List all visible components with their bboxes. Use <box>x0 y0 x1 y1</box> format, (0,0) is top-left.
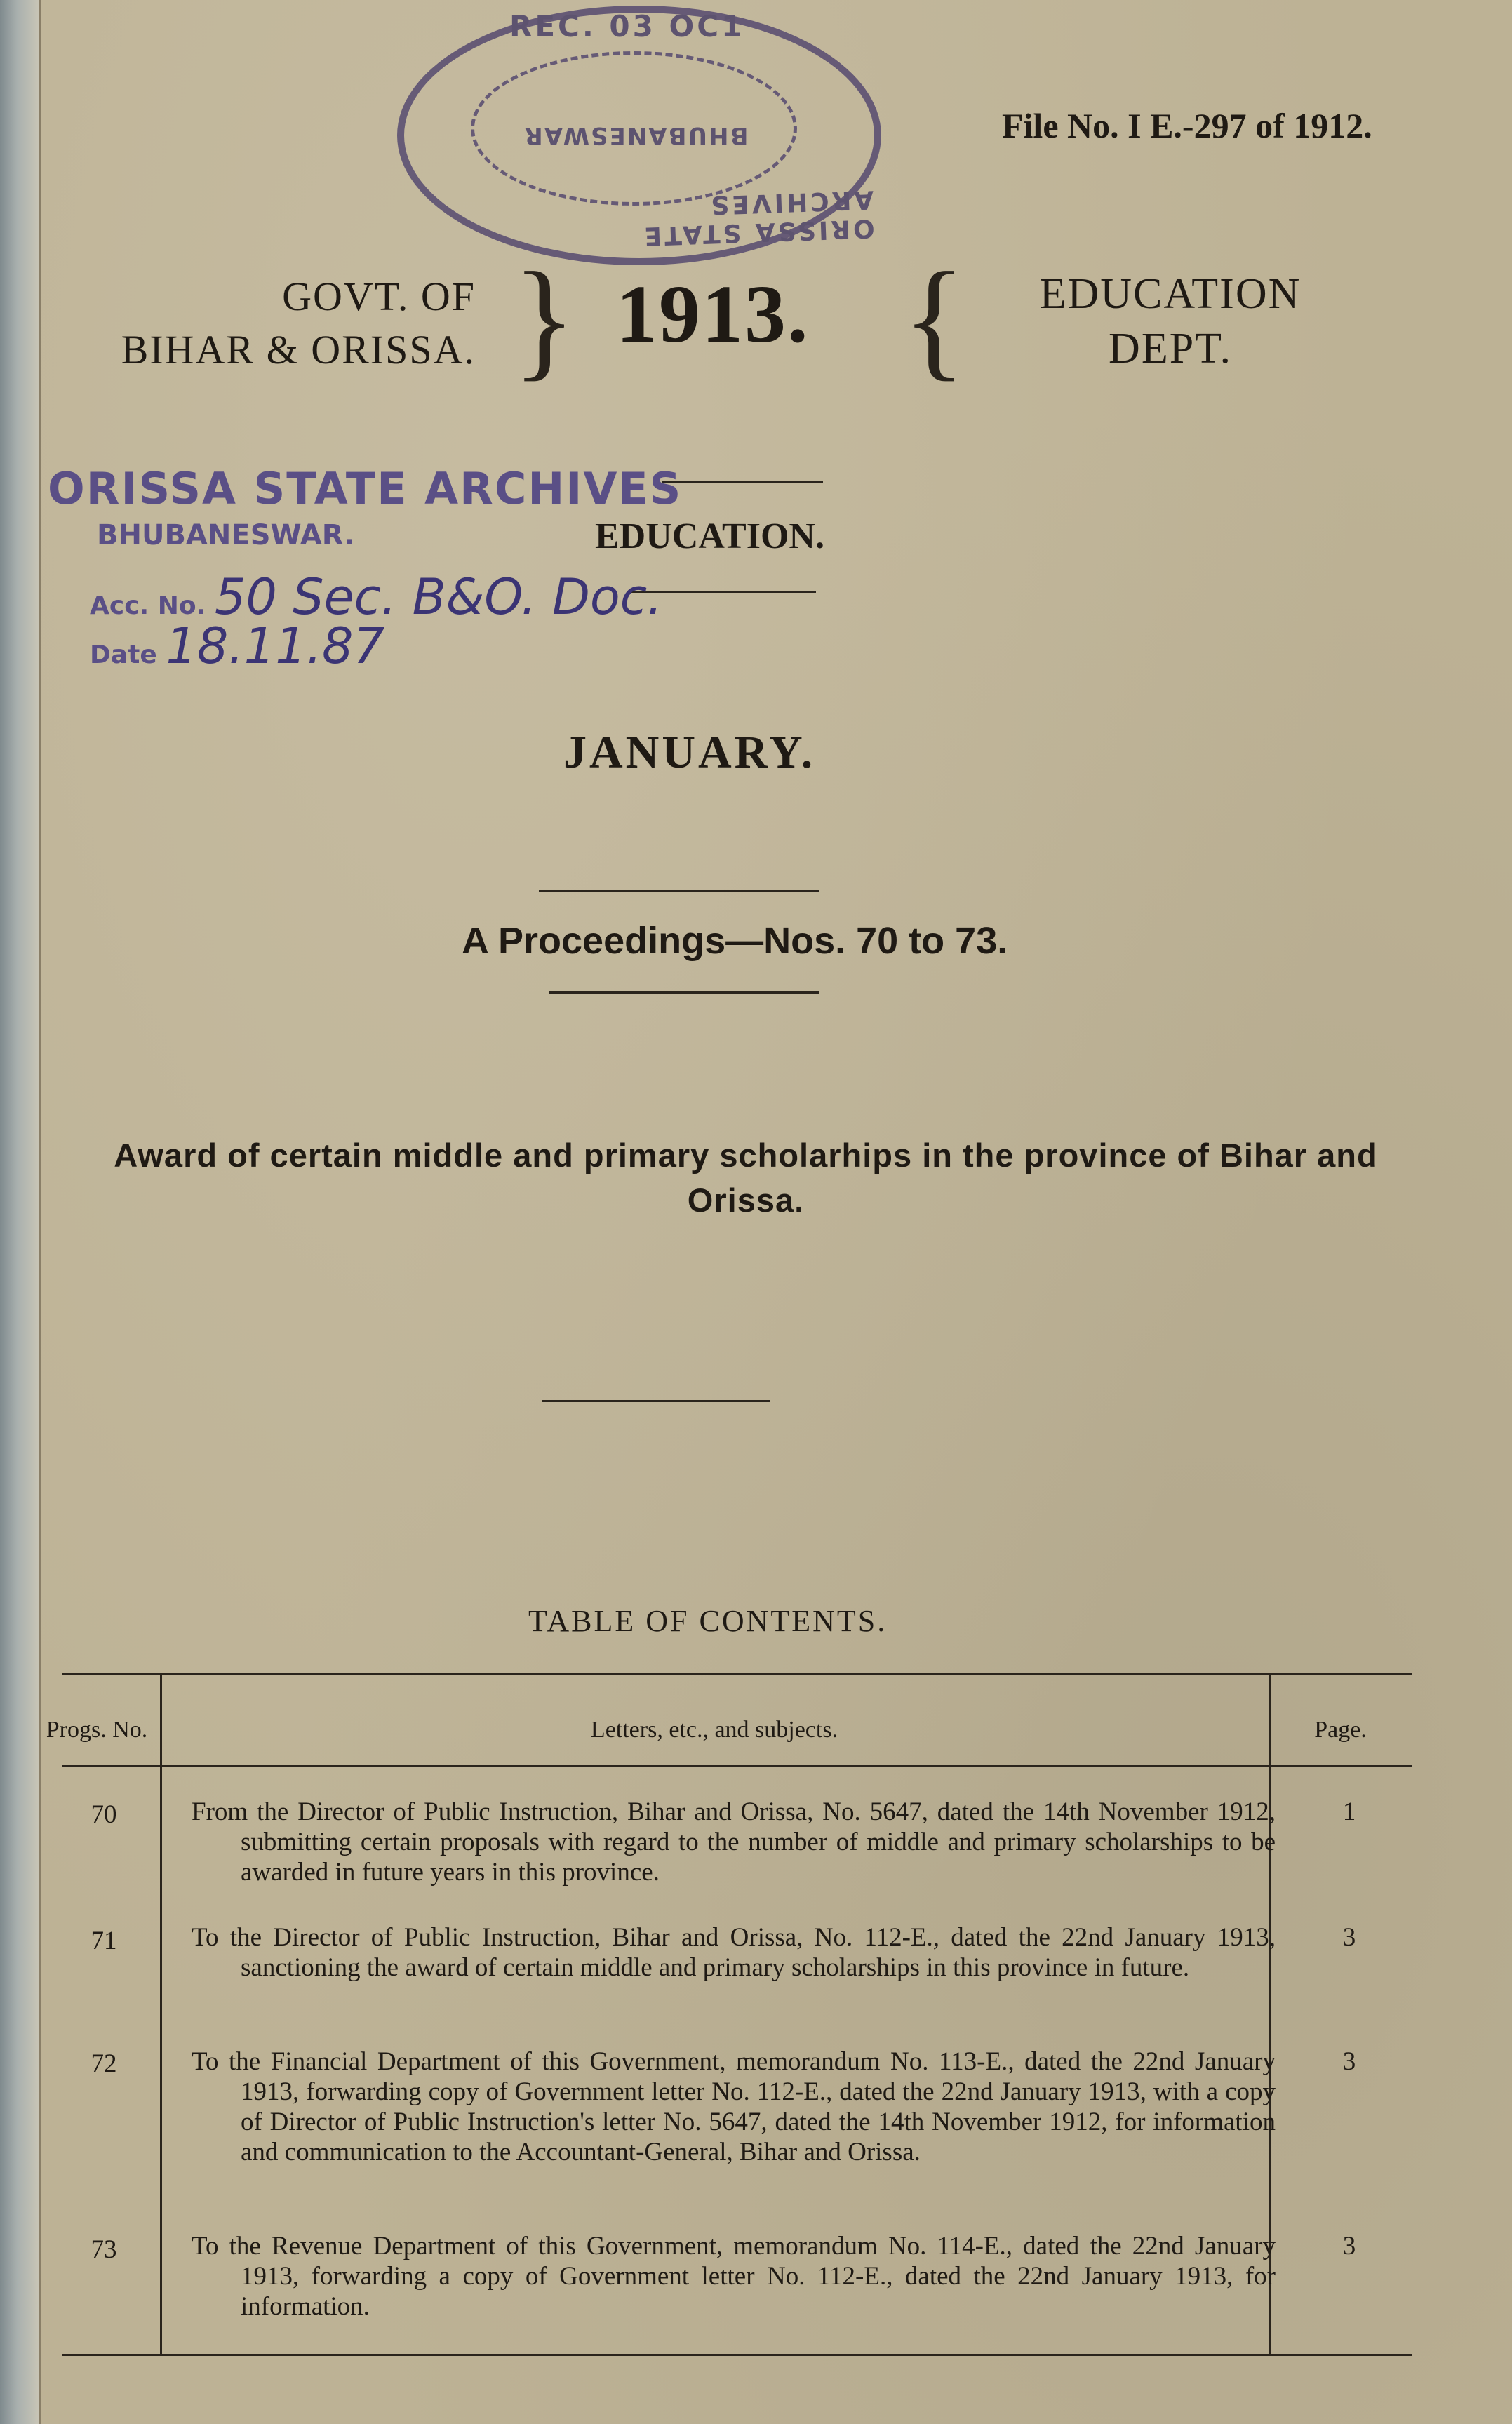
row-72-text <box>192 2047 1276 2167</box>
dept-heading <box>988 267 1353 376</box>
row-73-text <box>192 2231 1276 2322</box>
archive-acc-label: Acc. No. <box>90 591 206 620</box>
divider-rule <box>549 991 819 994</box>
stamp-center-text: BHUBANESWAR <box>523 121 749 149</box>
dept-line-2: DEPT. <box>1109 325 1232 373</box>
row-70-page: 1 <box>1342 1797 1356 1826</box>
receipt-stamp <box>397 6 881 265</box>
file-number: File No. I E.-297 of 1912. <box>1002 106 1372 145</box>
toc-title: TABLE OF CONTENTS. <box>528 1604 888 1638</box>
govt-line-1: GOVT. OF <box>282 274 476 319</box>
row-71-page: 3 <box>1342 1923 1356 1952</box>
binding-edge <box>0 0 41 2424</box>
row-73-description: To the Revenue Department of this Government, memorandum No. 114-E., dated the 22nd January 1913, forwarding a copy of Government letter No. 112-E., dated the 22nd January 1913, for information. <box>192 2232 1276 2321</box>
row-72-no: 72 <box>91 2049 117 2078</box>
month-title: JANUARY. <box>563 727 816 778</box>
archive-date-handwritten: 18.11.87 <box>166 617 385 675</box>
section-title: EDUCATION. <box>595 516 824 556</box>
header-page: Page. <box>1314 1717 1367 1743</box>
stamp-bottom-text: ORISSA STATE ARCHIVES <box>641 185 876 250</box>
row-70-no: 70 <box>91 1800 117 1829</box>
archive-stamp-title: ORISSA STATE ARCHIVES <box>48 463 683 514</box>
subject-line-2: Orissa. <box>687 1181 805 1219</box>
row-71-no: 71 <box>91 1927 117 1955</box>
year-heading: 1913. <box>616 268 810 360</box>
divider-rule <box>542 1400 770 1402</box>
divider-rule <box>539 890 819 892</box>
row-72-page: 3 <box>1342 2047 1356 2076</box>
subject-line-1: Award of certain middle and primary scholarhips in the province of Bihar and <box>114 1137 1378 1174</box>
header-letters: Letters, etc., and subjects. <box>590 1717 838 1743</box>
proceedings-title: A Proceedings—Nos. 70 to 73. <box>462 920 1008 962</box>
dept-line-1: EDUCATION <box>1039 270 1302 318</box>
document-page <box>41 0 1512 2424</box>
row-71-text <box>192 1922 1276 1983</box>
row-73-no: 73 <box>91 2235 117 2264</box>
row-73-page: 3 <box>1342 2232 1356 2261</box>
archive-date-label: Date <box>90 641 157 669</box>
left-brace: } <box>512 246 577 393</box>
subject-text <box>62 1133 1430 1223</box>
row-72-description: To the Financial Department of this Government, memorandum No. 113-E., dated the 22nd January 1913, forwarding copy of Government letter No. 112-E., dated the 22nd January 1913, with a copy of Director of Public Instruction's letter No. 5647, dated the 14th November 1912, for information and communication to the Accountant-General, Bihar and Orissa. <box>192 2047 1276 2167</box>
contents-table <box>46 1673 1412 2357</box>
table-top-rule <box>62 1673 1412 1675</box>
govt-heading <box>55 270 476 377</box>
table-column-divider <box>160 1673 162 2354</box>
header-progs-no: Progs. No. <box>46 1717 148 1743</box>
table-header-rule <box>62 1765 1412 1767</box>
archive-stamp-place: BHUBANESWAR. <box>97 519 355 551</box>
stamp-top-text: REC. 03 OC1 <box>509 9 745 43</box>
right-brace: { <box>902 246 967 393</box>
row-70-text <box>192 1797 1276 1887</box>
table-bottom-rule <box>62 2354 1412 2356</box>
archive-date-row <box>90 617 384 675</box>
divider-rule <box>662 481 823 483</box>
archive-acc-handwritten: 50 Sec. B&O. Doc. <box>214 568 663 626</box>
row-70-description: From the Director of Public Instruction, Bihar and Orissa, No. 5647, dated the 14th November 1912, submitting certain proposals with regard to the number of middle and primary scholarships to be awarded in future years in this province. <box>192 1797 1276 1887</box>
govt-line-2: BIHAR & ORISSA. <box>121 327 476 373</box>
row-71-description: To the Director of Public Instruction, Bihar and Orissa, No. 112-E., dated the 22nd January 1913, sanctioning the award of certain middle and primary scholarships in this province in future. <box>192 1923 1276 1982</box>
